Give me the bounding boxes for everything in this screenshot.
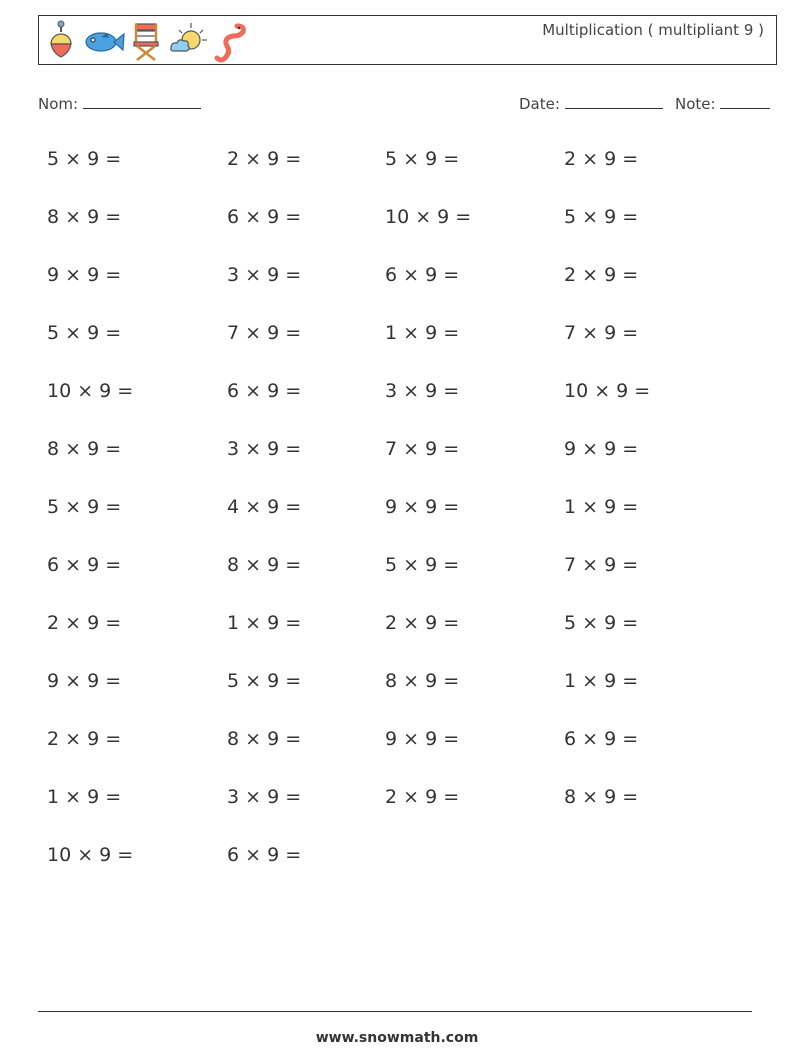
- problem-item: 10 × 9 =: [385, 206, 472, 228]
- problem-item: 3 × 9 =: [385, 380, 460, 402]
- name-label: Nom:: [38, 95, 79, 113]
- date-field: [519, 94, 663, 113]
- problem-item: 6 × 9 =: [227, 206, 302, 228]
- problem-item: 3 × 9 =: [227, 438, 302, 460]
- problem-item: 9 × 9 =: [385, 728, 460, 750]
- problem-item: 5 × 9 =: [47, 148, 122, 170]
- problem-item: 9 × 9 =: [47, 264, 122, 286]
- problem-item: 2 × 9 =: [385, 786, 460, 808]
- problem-item: 5 × 9 =: [564, 206, 639, 228]
- problem-item: 5 × 9 =: [385, 554, 460, 576]
- problem-item: 6 × 9 =: [47, 554, 122, 576]
- problem-item: 9 × 9 =: [47, 670, 122, 692]
- problem-item: 5 × 9 =: [227, 670, 302, 692]
- sun-cloud-icon: [167, 20, 209, 60]
- problem-item: 8 × 9 =: [227, 728, 302, 750]
- problem-item: 1 × 9 =: [227, 612, 302, 634]
- problem-item: 9 × 9 =: [385, 496, 460, 518]
- name-blank: [83, 94, 201, 109]
- footer-divider: [38, 1011, 752, 1012]
- problem-item: 9 × 9 =: [564, 438, 639, 460]
- problem-item: 1 × 9 =: [385, 322, 460, 344]
- problem-item: 2 × 9 =: [564, 264, 639, 286]
- problem-item: 6 × 9 =: [564, 728, 639, 750]
- worm-icon: [213, 20, 247, 64]
- header-icons: [45, 20, 247, 64]
- problem-item: 7 × 9 =: [564, 322, 639, 344]
- problem-item: 7 × 9 =: [564, 554, 639, 576]
- problem-item: 1 × 9 =: [47, 786, 122, 808]
- problem-item: 8 × 9 =: [47, 206, 122, 228]
- problem-item: 3 × 9 =: [227, 264, 302, 286]
- problem-item: 5 × 9 =: [47, 322, 122, 344]
- worksheet-header: [38, 15, 777, 65]
- note-field: [675, 94, 770, 113]
- problem-item: 5 × 9 =: [385, 148, 460, 170]
- problem-item: 1 × 9 =: [564, 496, 639, 518]
- problem-item: 8 × 9 =: [385, 670, 460, 692]
- problem-item: 8 × 9 =: [227, 554, 302, 576]
- problem-item: 2 × 9 =: [47, 612, 122, 634]
- problem-item: 2 × 9 =: [385, 612, 460, 634]
- problem-item: 7 × 9 =: [385, 438, 460, 460]
- problem-item: 10 × 9 =: [47, 844, 134, 866]
- fish-icon: [81, 20, 125, 60]
- problem-item: 5 × 9 =: [47, 496, 122, 518]
- note-blank: [720, 94, 770, 109]
- problem-item: 7 × 9 =: [227, 322, 302, 344]
- worksheet-title: Multiplication ( multipliant 9 ): [542, 21, 764, 39]
- problem-item: 8 × 9 =: [564, 786, 639, 808]
- problem-item: 10 × 9 =: [47, 380, 134, 402]
- problem-item: 6 × 9 =: [227, 844, 302, 866]
- director-chair-icon: [129, 20, 163, 62]
- problem-item: 2 × 9 =: [564, 148, 639, 170]
- problem-item: 6 × 9 =: [227, 380, 302, 402]
- name-field: [38, 94, 201, 113]
- note-label: Note:: [675, 95, 716, 113]
- problem-item: 5 × 9 =: [564, 612, 639, 634]
- problem-item: 2 × 9 =: [227, 148, 302, 170]
- problem-item: 3 × 9 =: [227, 786, 302, 808]
- date-blank: [565, 94, 663, 109]
- footer-url: www.snowmath.com: [315, 1030, 479, 1046]
- problem-item: 8 × 9 =: [47, 438, 122, 460]
- problem-item: 1 × 9 =: [564, 670, 639, 692]
- date-label: Date:: [519, 95, 560, 113]
- problem-item: 4 × 9 =: [227, 496, 302, 518]
- problem-item: 6 × 9 =: [385, 264, 460, 286]
- problem-item: 10 × 9 =: [564, 380, 651, 402]
- bobber-icon: [45, 20, 77, 60]
- problem-item: 2 × 9 =: [47, 728, 122, 750]
